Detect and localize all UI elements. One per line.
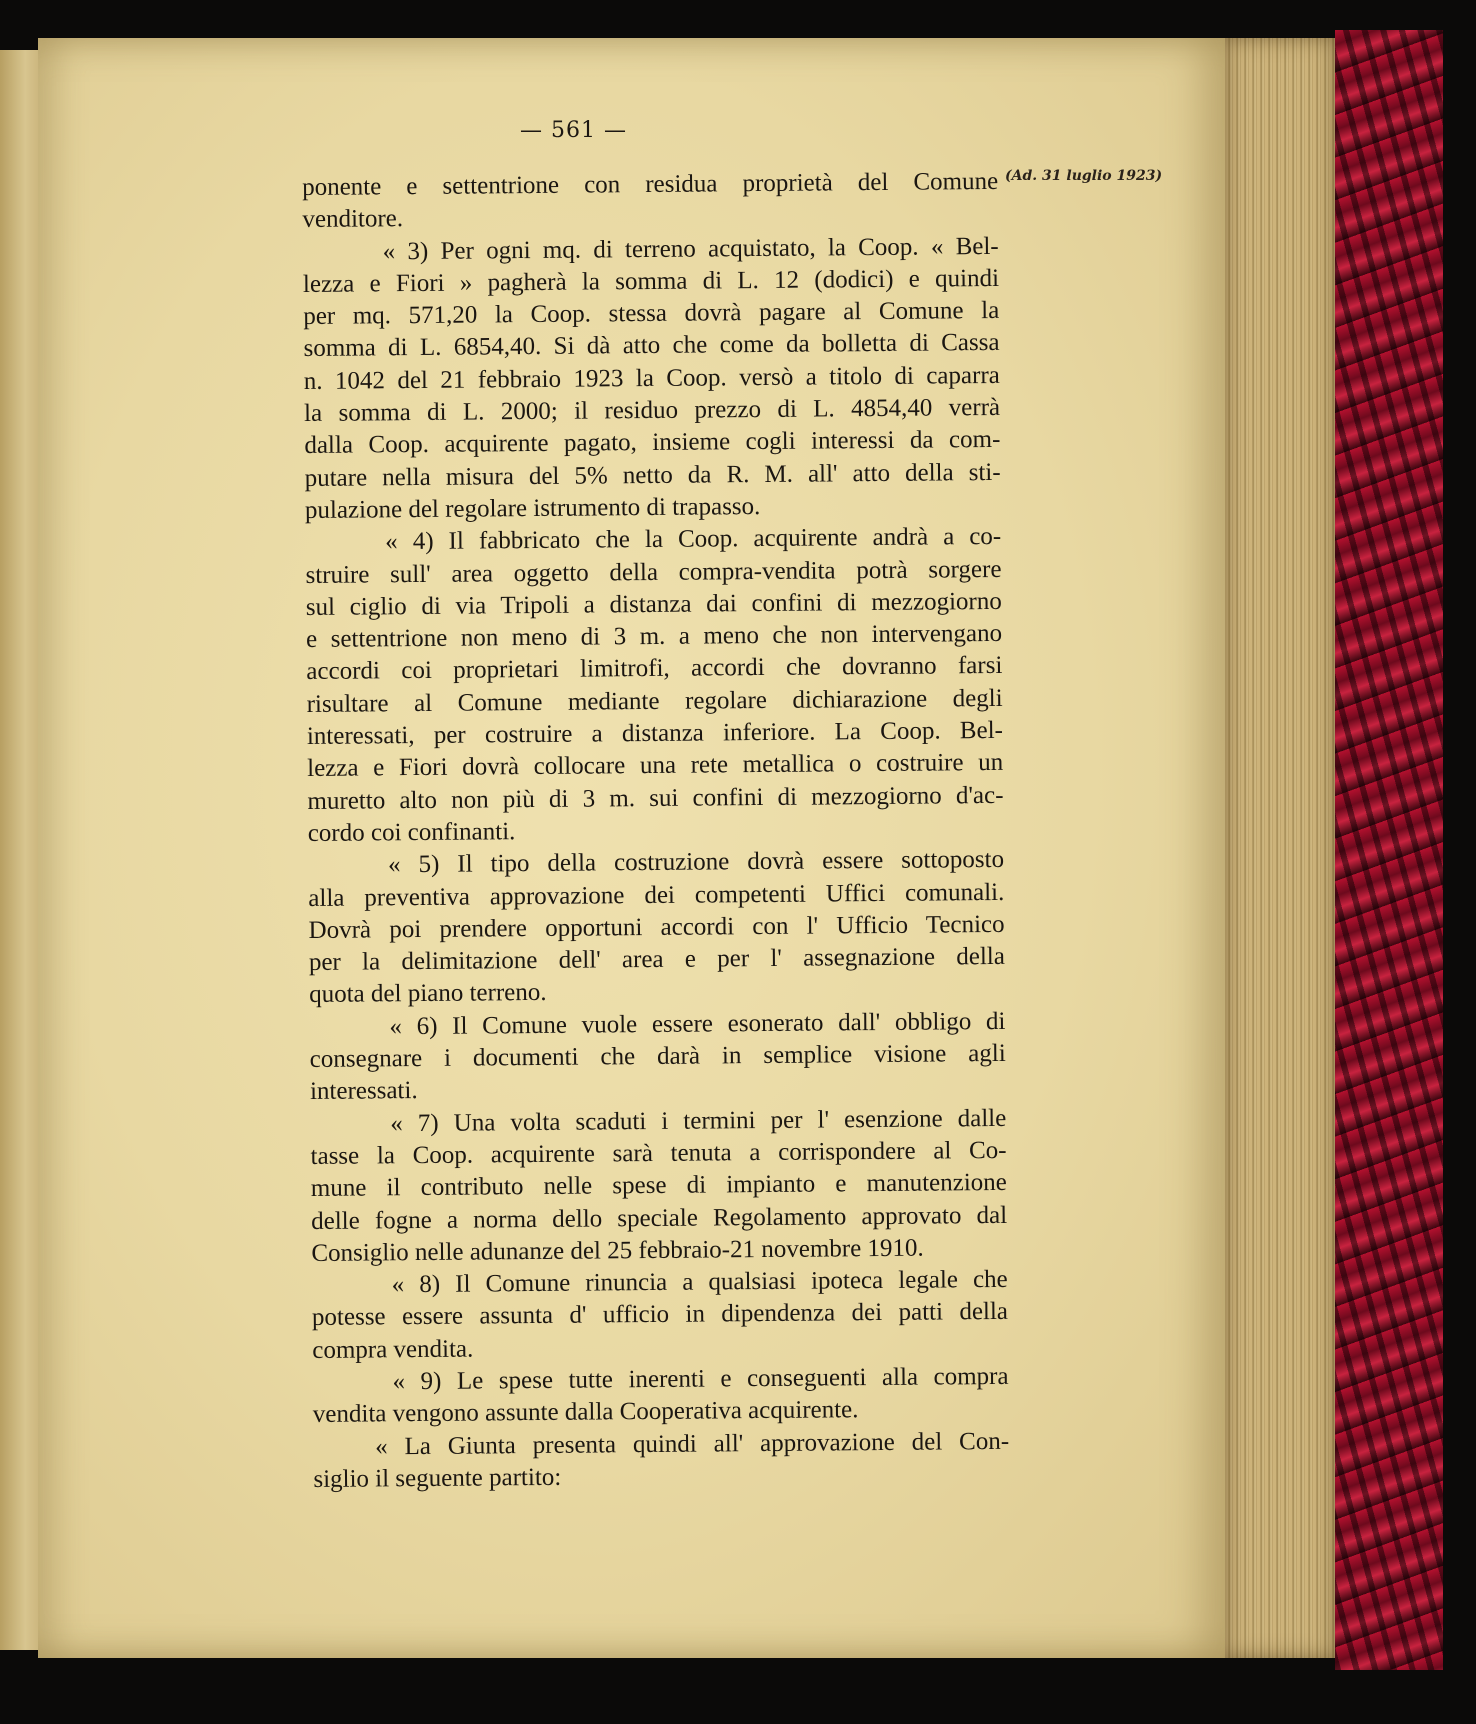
text-line: dalla Coop. acquirente pagato, insieme cogli interessi da com- bbox=[304, 426, 1001, 460]
text-line: risultare al Comune mediante regolare dichiarazione degli bbox=[306, 684, 1003, 718]
text-line: alla preventiva approvazione dei competenti Uffici comunali. bbox=[308, 878, 1005, 912]
text-line: consegnare i documenti che darà in semplice visione agli bbox=[309, 1039, 1006, 1073]
text-line: struire sull' area oggetto della compra-vendita potrà sorgere bbox=[305, 555, 1002, 589]
text-line: Dovrà poi prendere opportuni accordi con l' Ufficio Tecnico bbox=[308, 910, 1005, 944]
text-line: sul ciglio di via Tripoli a distanza dai confini di mezzogiorno bbox=[305, 587, 1002, 621]
page-block-edges bbox=[1225, 38, 1335, 1658]
text-line: siglio il seguente partito: bbox=[313, 1463, 562, 1493]
text-line: potesse essere assunta d' ufficio in dipendenza dei patti della bbox=[311, 1298, 1009, 1332]
text-line: interessati, per costruire a distanza inferiore. La Coop. Bel- bbox=[306, 716, 1004, 751]
text-line: accordi coi proprietari limitrofi, accordi che dovranno farsi bbox=[306, 652, 1003, 686]
text-line: « 3) Per ogni mq. di terreno acquistato, la Coop. « Bel- bbox=[382, 232, 999, 265]
text-line: « 7) Una volta scaduti i termini per l' esenzione dalle bbox=[390, 1104, 1007, 1137]
text-line: venditore. bbox=[302, 205, 404, 234]
text-line: somma di L. 6854,40. Si dà atto che come da bolletta di Cassa bbox=[303, 329, 1000, 363]
text-line: tasse la Coop. acquirente sarà tenuta a corrispondere al Co- bbox=[310, 1136, 1007, 1170]
text-line: vendita vengono assunte dalla Cooperativa acquirente. bbox=[312, 1396, 859, 1429]
text-line: pulazione del regolare istrumento di trapasso. bbox=[304, 492, 761, 524]
text-line: compra vendita. bbox=[312, 1335, 474, 1364]
text-line: putare nella misura del 5% netto da R. M. all' atto della sti- bbox=[304, 458, 1001, 492]
text-line: quota del piano terreno. bbox=[309, 979, 547, 1009]
text-line: « 8) Il Comune rinuncia a qualsiasi ipoteca legale che bbox=[391, 1265, 1008, 1299]
text-line: la somma di L. 2000; il residuo prezzo di L. 4854,40 verrà bbox=[303, 393, 1001, 428]
page-number: — 561 — bbox=[520, 118, 627, 143]
text-line: per la delimitazione dell' area e per l' assegnazione della bbox=[308, 943, 1005, 977]
text-line: « 5) Il tipo della costruzione dovrà essere sottoposto bbox=[387, 846, 1005, 879]
margin-date-note: (Ad. 31 luglio 1923) bbox=[1005, 168, 1163, 184]
text-line: e settentrione non meno di 3 m. a meno che non intervengano bbox=[305, 620, 1003, 654]
text-line: muretto alto non più di 3 m. sui confini di mezzogiorno d'ac- bbox=[307, 781, 1004, 815]
text-line: « 9) Le spese tutte inerenti e conseguenti alla compra bbox=[392, 1362, 1009, 1396]
text-line: per mq. 571,20 la Coop. stessa dovrà pagare al Comune la bbox=[303, 297, 1000, 331]
text-line: mune il contributo nelle spese di impianto e manutenzione bbox=[310, 1169, 1007, 1203]
text-line: interessati. bbox=[309, 1077, 418, 1106]
text-line: Consiglio nelle adunanze del 25 febbraio-21 novembre 1910. bbox=[311, 1234, 924, 1267]
text-line: ponente e settentrione con residua proprietà del Comune bbox=[302, 167, 999, 201]
text-line: n. 1042 del 21 febbraio 1923 la Coop. versò a titolo di caparra bbox=[303, 361, 1000, 395]
text-line: lezza e Fiori » pagherà la somma di L. 12 (dodici) e quindi bbox=[302, 264, 1000, 298]
text-line: « 4) Il fabbricato che la Coop. acquirente andrà a co- bbox=[385, 523, 1002, 556]
page-body-text bbox=[302, 166, 1010, 1496]
text-line: cordo coi confinanti. bbox=[307, 818, 516, 847]
text-line: delle fogne a norma dello speciale Regolamento approvato dal bbox=[311, 1201, 1008, 1235]
text-line: « 6) Il Comune vuole essere esonerato dall' obbligo di bbox=[389, 1007, 1006, 1040]
text-line: « La Giunta presenta quindi all' approvazione del Con- bbox=[375, 1427, 1010, 1460]
marbled-cover bbox=[1335, 30, 1443, 1670]
text-line: lezza e Fiori dovrà collocare una rete metallica o costruire un bbox=[307, 749, 1004, 783]
